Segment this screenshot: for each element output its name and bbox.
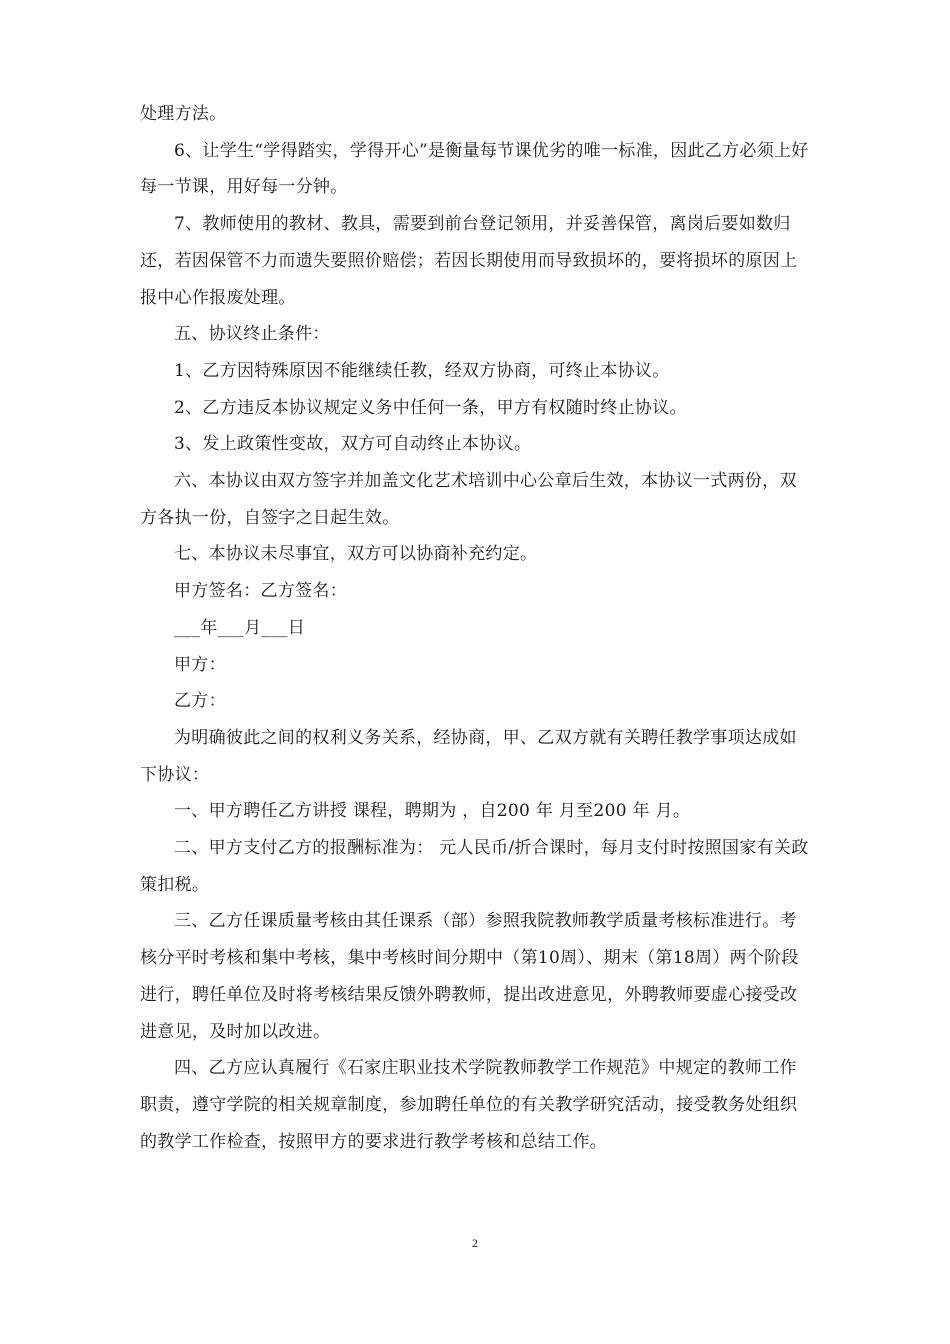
party-a-line: 甲方： <box>174 654 226 675</box>
party-b-line: 乙方： <box>174 691 226 712</box>
paragraph: 7、教师使用的教材、教具，需要到前台登记领用，并妥善保管，离岗后要如数归还，若因保管不力而遗失要照价赔偿；若因长期使用而导致损坏的，要将损坏的原因上报中心作报废处理。 <box>140 214 798 308</box>
paragraph: 六、本协议由双方签字并加盖文化艺术培训中心公章后生效，本协议一式两份，双方各执一份，自签字之日起生效。 <box>140 471 797 528</box>
paragraph: 为明确彼此之间的权利义务关系，经协商，甲、乙双方就有关聘任教学事项达成如下协议： <box>140 727 797 785</box>
paragraph: 三、乙方任课质量考核由其任课系（部）参照我院教师教学质量考核标准进行。考核分平时考核和集中考核，集中考核时间分期中（第10周）、期末（第18周）两个阶段进行，聘任单位及时将考核结果反馈外聘教师，提出改进意见，外聘教师要虚心接受改进意见，及时加以改进。 <box>140 911 799 1042</box>
section-heading: 五、协议终止条件： <box>174 324 330 345</box>
paragraph: 6、让学生“学得踏实，学得开心”是衡量每节课优劣的唯一标准，因此乙方必须上好每一节课，用好每一分钟。 <box>140 140 809 198</box>
paragraph: 七、本协议未尽事宜，双方可以协商补充约定。 <box>174 544 538 565</box>
document-body <box>140 96 812 1160</box>
paragraph: 2、乙方违反本协议规定义务中任何一条，甲方有权随时终止协议。 <box>174 397 687 418</box>
paragraph: 一、甲方聘任乙方讲授 课程，聘期为 ，自200 年 月至200 年 月。 <box>174 801 691 822</box>
page-number: 2 <box>472 1236 478 1250</box>
paragraph: 3、发上政策性变故，双方可自动终止本协议。 <box>174 434 532 455</box>
date-line: ___年___月___日 <box>174 617 306 638</box>
paragraph: 二、甲方支付乙方的报酬标准为： 元人民币/折合课时，每月支付时按照国家有关政策扣税。 <box>140 838 809 895</box>
paragraph: 处理方法。 <box>140 104 227 124</box>
paragraph: 四、乙方应认真履行《石家庄职业技术学院教师教学工作规范》中规定的教师工作职责，遵守学院的相关规章制度，参加聘任单位的有关教学研究活动，接受教务处组织的教学工作检查，按照甲方的要求进行教学考核和总结工作。 <box>140 1058 798 1152</box>
paragraph: 1、乙方因特殊原因不能继续任教，经双方协商，可终止本协议。 <box>174 360 670 381</box>
signature-line: 甲方签名：乙方签名： <box>174 581 347 602</box>
